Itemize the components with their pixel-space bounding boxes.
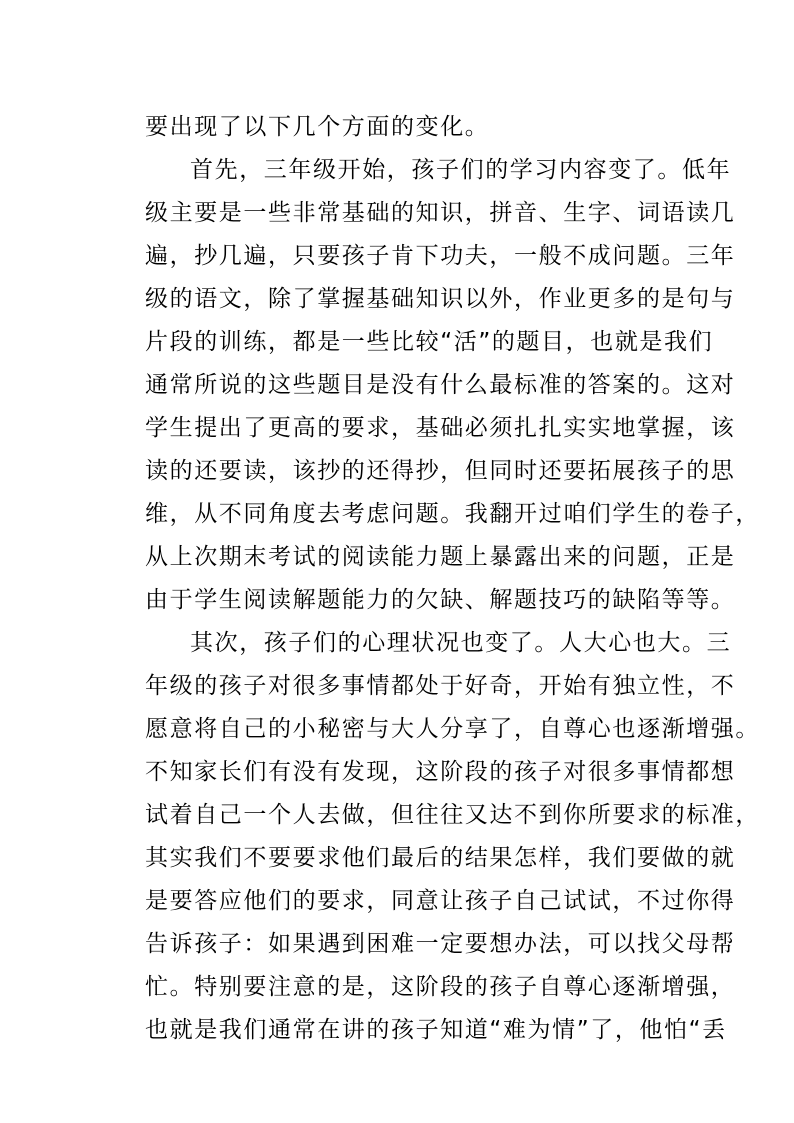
- text-line-11: 从上次期末考试的阅读能力题上暴露出来的问题，正是: [145, 544, 736, 570]
- text-line-8: 学生提出了更高的要求，基础必须扎扎实实地掌握，该: [145, 415, 736, 441]
- text-line-17: 试着自己一个人去做，但往往又达不到你所要求的标准，: [145, 802, 760, 828]
- text-line-9: 读的还要读，该抄的还得抄，但同时还要拓展孩子的思: [145, 458, 736, 484]
- text-line-21: 忙。特别要注意的是，这阶段的孩子自尊心逐渐增强，: [145, 974, 736, 1000]
- text-line-1: 要出现了以下几个方面的变化。: [145, 114, 490, 140]
- text-line-19: 是要答应他们的要求，同意让孩子自己试试，不过你得: [145, 888, 736, 914]
- text-line-7: 通常所说的这些题目是没有什么最标准的答案的。这对: [145, 372, 736, 398]
- text-line-5: 级的语文，除了掌握基础知识以外，作业更多的是句与: [145, 286, 736, 312]
- text-line-3: 级主要是一些非常基础的知识，拼音、生字、词语读几: [145, 200, 736, 226]
- text-line-12: 由于学生阅读解题能力的欠缺、解题技巧的缺陷等等。: [145, 587, 736, 613]
- text-line-13: 其次，孩子们的心理状况也变了。人大心也大。三: [190, 630, 732, 656]
- text-line-18: 其实我们不要要求他们最后的结果怎样，我们要做的就: [145, 845, 736, 871]
- text-line-16: 不知家长们有没有发现，这阶段的孩子对很多事情都想: [145, 759, 736, 785]
- text-line-15: 愿意将自己的小秘密与大人分享了，自尊心也逐渐增强。: [145, 716, 760, 742]
- text-line-2: 首先，三年级开始，孩子们的学习内容变了。低年: [190, 157, 732, 183]
- text-line-20: 告诉孩子：如果遇到困难一定要想办法，可以找父母帮: [145, 931, 736, 957]
- text-line-10: 维，从不同角度去考虑问题。我翻开过咱们学生的卷子，: [145, 501, 760, 527]
- text-line-6: 片段的训练，都是一些比较“活”的题目，也就是我们: [145, 329, 714, 355]
- text-line-22: 也就是我们通常在讲的孩子知道“难为情”了，他怕“丢: [145, 1017, 727, 1043]
- text-line-4: 遍，抄几遍，只要孩子肯下功夫，一般不成问题。三年: [145, 243, 736, 269]
- text-line-14: 年级的孩子对很多事情都处于好奇，开始有独立性，不: [145, 673, 736, 699]
